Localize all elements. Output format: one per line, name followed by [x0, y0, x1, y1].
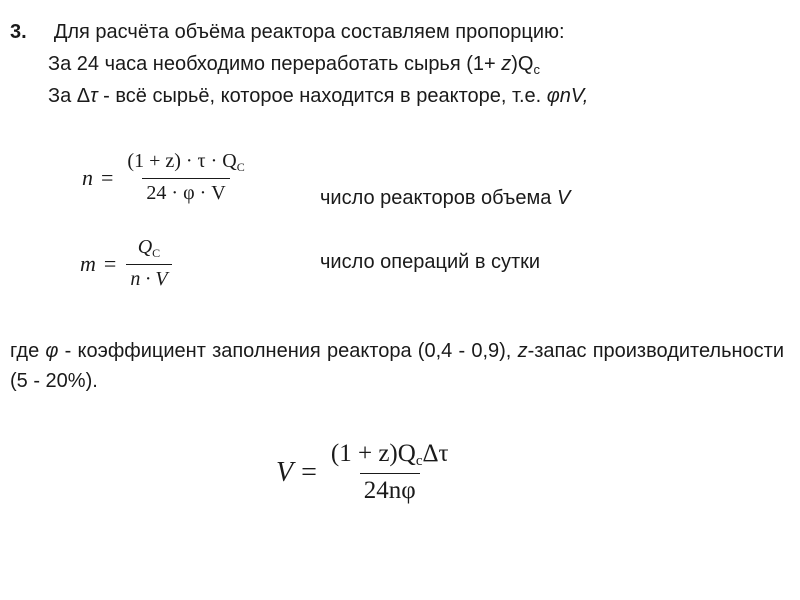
formula-v-num-sub: c [415, 453, 423, 469]
line3-mid: - всё сырьё, которое находится в реакторе, т.е. [97, 85, 547, 107]
formula-m-fraction [126, 236, 171, 291]
formula-v-denominator: 24nφ [360, 473, 420, 505]
formula-m-num-text: Q [137, 236, 153, 258]
line3-prefix: За Δ [48, 85, 91, 107]
formula-n-num-text: (1 + z) · τ · Q [127, 150, 237, 172]
formula-n-fraction [123, 150, 248, 205]
formula-m-eq: = [103, 250, 117, 276]
formula-v-fraction [327, 440, 453, 505]
formula-n-numerator [123, 150, 248, 178]
formula-m-lhs: m [80, 250, 96, 276]
formula-n [82, 150, 249, 205]
line2-sub: c [533, 62, 540, 77]
formula-n-desc-var: V [556, 187, 571, 209]
formula-n-description [320, 186, 570, 210]
section-line-2 [48, 52, 540, 82]
formula-n-denominator: 24 · φ · V [142, 178, 229, 205]
formula-m-denominator: n · V [126, 264, 171, 291]
formula-n-desc-text: число реакторов объема [320, 187, 557, 209]
explanation-paragraph [10, 336, 784, 396]
formula-n-lhs: n [82, 164, 93, 190]
section-intro: Для расчёта объёма реактора составляем пропорцию: [53, 21, 565, 43]
formula-m-num-sub: C [152, 246, 161, 260]
line2-var-z: z [501, 53, 512, 75]
explanation-where: где [10, 340, 46, 362]
formula-m-description: число операций в сутки [320, 251, 541, 273]
line3-expr: φnV, [546, 85, 589, 107]
formula-v-num-tail: Δτ [422, 440, 449, 467]
formula-n-eq: = [101, 164, 114, 190]
section-line-1 [10, 20, 565, 44]
formula-v-num-text: (1 + z)Q [330, 440, 416, 467]
explanation-text-2: -запас производительности (5 - 20%). [10, 340, 785, 392]
section-number: 3. [10, 21, 27, 43]
line2-prefix: За 24 часа необходимо переработать сырья (1+ [48, 53, 502, 75]
formula-m-numerator [134, 236, 164, 264]
formula-n-num-sub: C [236, 160, 245, 174]
section-line-3 [48, 84, 588, 108]
explanation-phi: φ [45, 340, 59, 362]
line2-suffix: )Q [511, 53, 534, 75]
formula-v [276, 440, 453, 505]
formula-v-eq: = [301, 456, 317, 488]
line3-tau: τ [90, 85, 98, 107]
formula-m [80, 236, 172, 291]
formula-v-numerator [327, 440, 453, 473]
explanation-text-1: - коэффициент заполнения реактора (0,4 - 0,9), [58, 340, 518, 362]
formula-v-lhs: V [276, 456, 294, 488]
explanation-z: z [517, 340, 528, 362]
